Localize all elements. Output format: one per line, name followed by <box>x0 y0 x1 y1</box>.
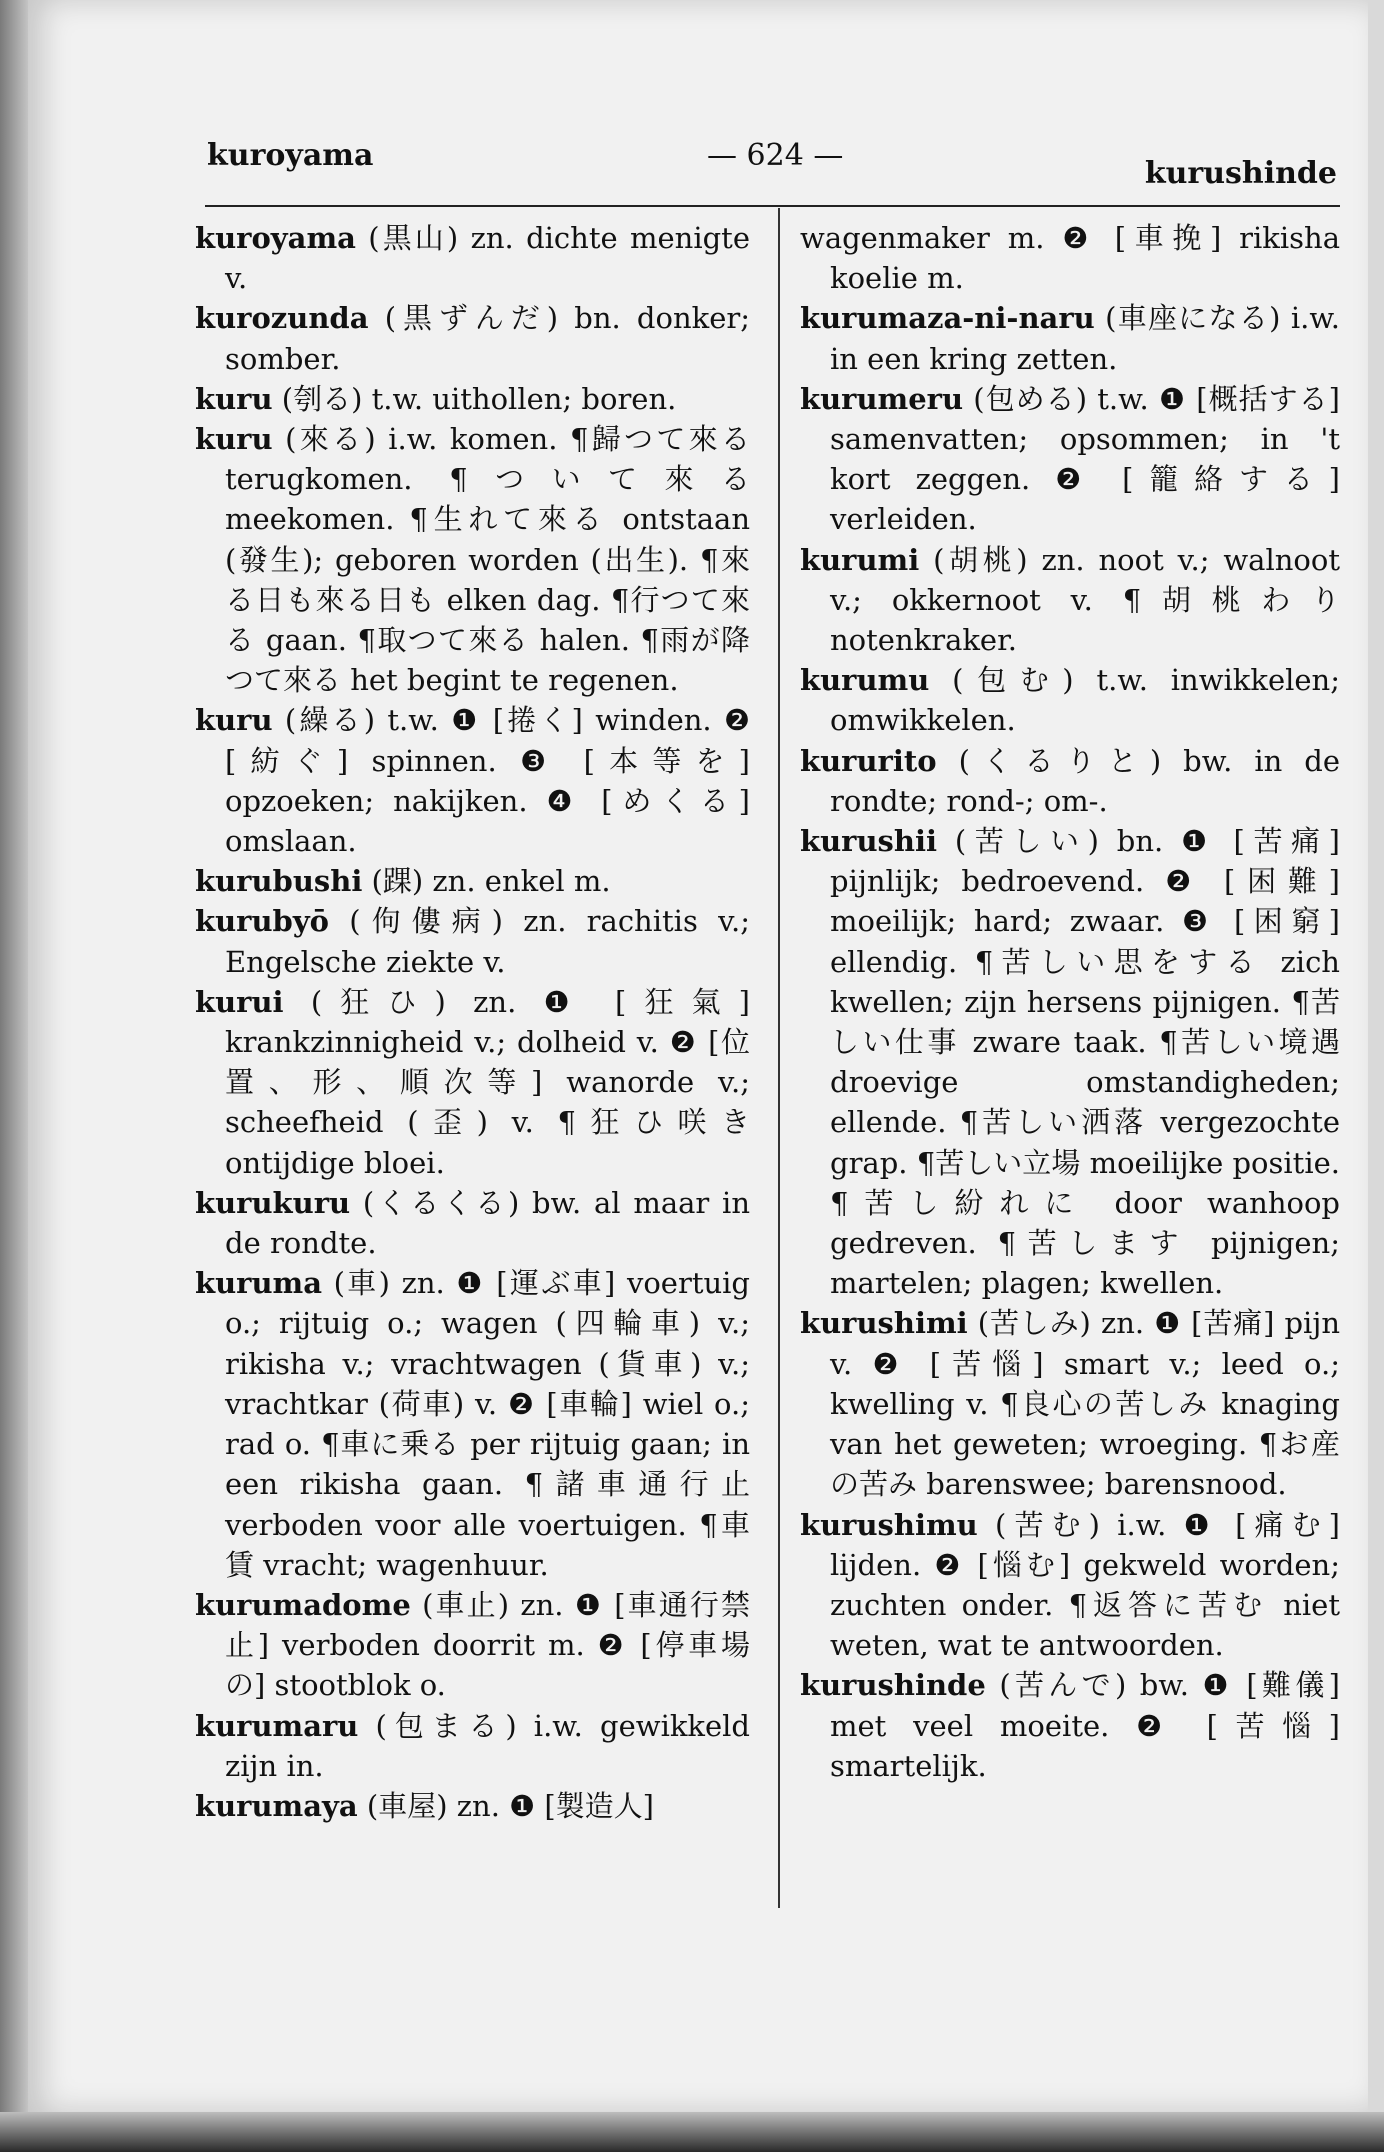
entry-definition: (車) zn. ❶ [運ぶ車] voertuig o.; rijtuig o.; wagen (四輪車) v.; rikisha v.; vrachtwagen (貨車) v.; vrachtkar (荷車) v. ❷ [車輪] wiel o.; rad o. ¶車に乗る per rijtuig gaan; in een rikisha gaan. ¶諸車通行止 verboden voor alle voertuigen. ¶車賃 vracht; wagenhuur. <box>225 1266 750 1582</box>
dictionary-entry <box>800 821 1340 1303</box>
dictionary-entry <box>195 218 750 298</box>
dictionary-entry <box>800 379 1340 540</box>
dictionary-entry <box>800 218 1340 298</box>
entry-headword: kururito <box>800 743 937 778</box>
page-number: — 624 — <box>707 138 844 173</box>
entry-headword: kurubushi <box>195 864 363 899</box>
entry-headword: kuru <box>195 703 273 738</box>
entry-definition: (繰る) t.w. ❶ [捲く] winden. ❷ [紡ぐ] spinnen. ❸ [本等を] opzoeken; nakijken. ❹ [めくる] omslaan. <box>225 703 750 859</box>
dictionary-entry <box>195 982 750 1183</box>
entry-definition: (來る) i.w. komen. ¶歸つて來る terugkomen. ¶ついて來る meekomen. ¶生れて來る ontstaan (發生); geboren worden (出生). ¶來る日も來る日も elken dag. ¶行つて來る gaan. ¶取つて來る halen. ¶雨が降つて來る het begint te regenen. <box>225 422 750 698</box>
entry-headword: kurukuru <box>195 1185 351 1220</box>
dictionary-entry <box>195 1706 750 1786</box>
entry-definition: (踝) zn. enkel m. <box>362 864 611 899</box>
dictionary-entry <box>800 1505 1340 1666</box>
entry-definition: (くるりと) bw. in de rondte; rond-; om-. <box>830 743 1340 818</box>
dictionary-entry <box>195 1585 750 1706</box>
dictionary-entry <box>195 298 750 378</box>
entry-headword: kurozunda <box>195 301 369 336</box>
entry-headword: kurumadome <box>195 1587 411 1622</box>
entry-headword: kuroyama <box>195 221 356 255</box>
dictionary-entry <box>195 419 750 700</box>
entry-headword: kurushinde <box>800 1668 986 1703</box>
entry-headword: kurubyō <box>195 904 330 939</box>
dictionary-entry <box>800 660 1340 740</box>
entry-headword: kuru <box>195 422 273 457</box>
entry-definition: (黒ずんだ) bn. donker; somber. <box>225 301 750 376</box>
entry-definition: (包まる) i.w. gewikkeld zijn in. <box>225 1708 750 1783</box>
left-column <box>195 218 750 1826</box>
entry-headword: kurumu <box>800 663 930 698</box>
dictionary-entry <box>195 379 750 419</box>
dictionary-entry <box>800 1303 1340 1504</box>
entry-definition: (車座になる) i.w. in een kring zetten. <box>830 301 1340 376</box>
dictionary-entry <box>800 540 1340 661</box>
entry-definition: wagenmaker m. ❷ [車挽] rikisha koelie m. <box>800 221 1340 296</box>
entry-headword: kuru <box>195 381 273 416</box>
column-divider <box>778 208 780 1908</box>
page-header <box>207 138 1337 191</box>
dictionary-entry <box>195 861 750 901</box>
entry-definition: (刳る) t.w. uithollen; boren. <box>272 381 677 416</box>
entry-definition: (佝僂病) zn. rachitis v.; Engelsche ziekte v. <box>225 904 750 979</box>
left-guideword: kuroyama <box>207 138 374 173</box>
entry-headword: kurumi <box>800 542 920 577</box>
entry-definition: (黒山) zn. dichte menigte v. <box>225 221 750 296</box>
entry-definition: (車止) zn. ❶ [車通行禁止] verboden doorrit m. ❷ [停車場の] stootblok o. <box>225 1587 750 1703</box>
dictionary-entry <box>195 901 750 981</box>
entry-definition: (苦んで) bw. ❶ [難儀] met veel moeite. ❷ [苦惱] smartelijk. <box>830 1668 1340 1783</box>
dictionary-entry <box>800 741 1340 821</box>
right-column <box>800 218 1340 1786</box>
entry-definition: (包める) t.w. ❶ [概括する] samenvatten; opsommen; in 't kort zeggen. ❷ [籠絡する] verleiden. <box>830 381 1340 537</box>
entry-definition: (胡桃) zn. noot v.; walnoot v.; okkernoot v. ¶胡桃わり notenkraker. <box>830 542 1340 658</box>
entry-definition: (苦しい) bn. ❶ [苦痛] pijnlijk; bedroevend. ❷ [困難] moeilijk; hard; zwaar. ❸ [困窮] ellendig. ¶苦しい思をする zich kwellen; zijn hersens pijnigen. ¶苦しい仕事 zware taak. ¶苦しい境遇 droevige omstandigheden; ellende. ¶苦しい洒落 vergezochte grap. ¶苦しい立場 moeilijke positie. ¶苦し紛れに door wanhoop gedreven. ¶苦します pijnigen; martelen; plagen; kwellen. <box>830 824 1340 1301</box>
dictionary-entry <box>800 1665 1340 1786</box>
dictionary-entry <box>195 1263 750 1585</box>
dictionary-entry <box>195 1183 750 1263</box>
entry-headword: kurui <box>195 984 284 1019</box>
entry-definition: (車屋) zn. ❶ [製造人] <box>357 1788 654 1823</box>
entry-headword: kurumaru <box>195 1708 359 1743</box>
page-bottom-edge <box>0 2112 1384 2152</box>
entry-headword: kurushii <box>800 824 937 859</box>
entry-headword: kurumaza-ni-naru <box>800 301 1095 336</box>
entry-definition: (くるくる) bw. al maar in de rondte. <box>225 1185 750 1261</box>
entry-headword: kurushimi <box>800 1306 968 1341</box>
entry-definition: (苦む) i.w. ❶ [痛む] lijden. ❷ [惱む] gekweld worden; zuchten onder. ¶返答に苦む niet weten, wat te antwoorden. <box>830 1507 1340 1663</box>
right-guideword: kurushinde <box>1144 156 1337 191</box>
book-binding <box>0 0 30 2152</box>
entry-headword: kurumeru <box>800 381 964 416</box>
entry-definition: (包む) t.w. inwikkelen; omwikkelen. <box>830 663 1340 738</box>
entry-definition: (苦しみ) zn. ❶ [苦痛] pijn v. ❷ [苦惱] smart v.; leed o.; kwelling v. ¶良心の苦しみ knaging van het geweten; wroeging. ¶お産の苦み barenswee; barensnood. <box>830 1306 1340 1502</box>
entry-definition: (狂ひ) zn. ❶ [狂氣] krankzinnigheid v.; dolheid v. ❷ [位置、形、順次等] wanorde v.; scheefheid (歪) v. ¶狂ひ咲き ontijdige bloei. <box>225 984 750 1180</box>
entry-headword: kuruma <box>195 1266 323 1301</box>
entry-headword: kurumaya <box>195 1788 358 1823</box>
header-rule <box>205 205 1340 207</box>
dictionary-entry <box>800 298 1340 378</box>
dictionary-entry <box>195 700 750 861</box>
dictionary-entry <box>195 1786 750 1826</box>
entry-headword: kurushimu <box>800 1507 978 1542</box>
